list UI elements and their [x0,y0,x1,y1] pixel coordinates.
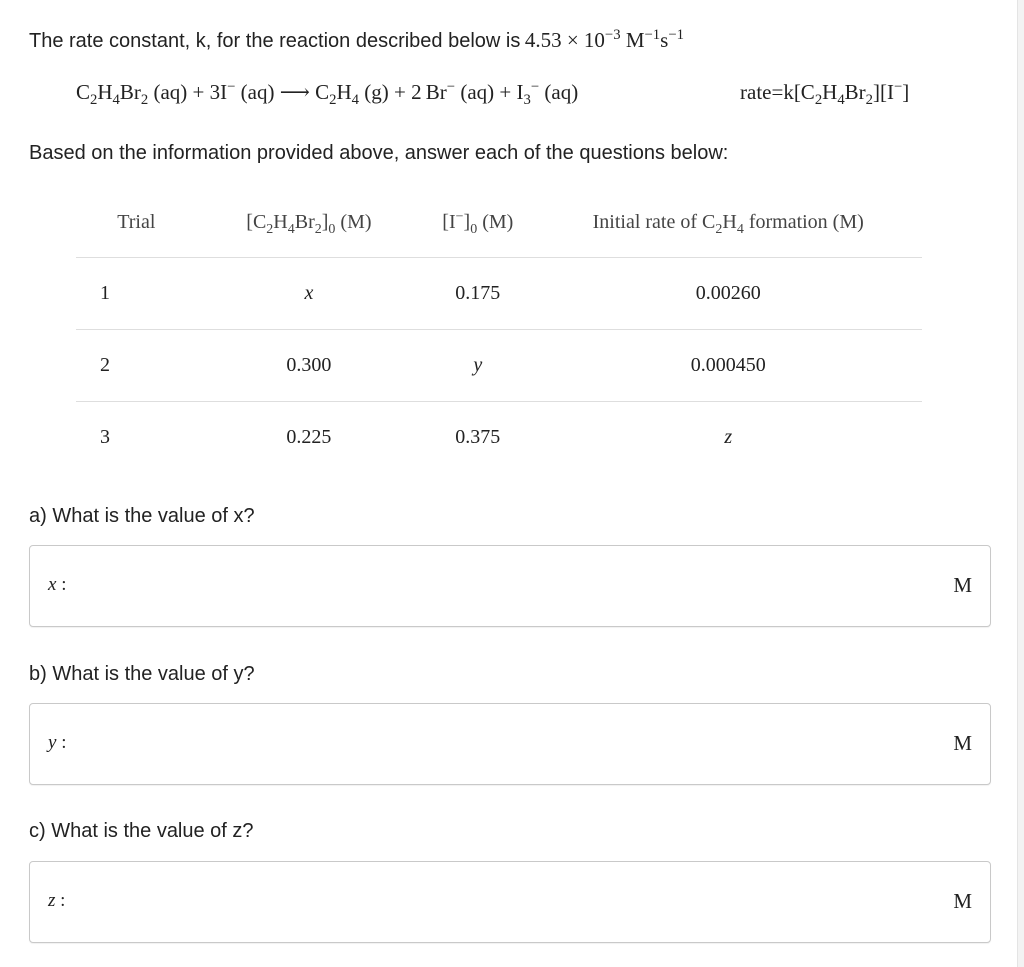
answer-y-input[interactable] [90,718,944,772]
question-c-text: c) What is the value of z? [29,820,254,842]
header-initial-rate: Initial rate of $C_2H_4$ formation (M) [592,210,864,237]
answer-z-box [29,861,991,943]
table-row [76,330,922,402]
cell-rate: 0.00260 [695,282,761,304]
cell-trial: 3 [100,426,110,448]
cell-c2h4br2: x [304,282,314,304]
answer-x-input[interactable] [90,560,944,614]
instructions: Based on the information provided above, answer each of the questions below: [29,142,729,164]
answer-z-label: z : [48,890,66,911]
cell-trial: 2 [100,354,110,376]
answer-x-unit: M [953,573,972,597]
table-row [76,402,922,474]
cell-iodide: y [473,354,483,376]
answer-y-box [29,703,991,785]
cell-iodide: 0.175 [455,282,501,304]
answer-z-unit: M [953,889,972,913]
answer-y-label: y : [48,732,67,753]
question-a-text: a) What is the value of x? [29,505,255,527]
cell-trial: 1 [100,282,110,304]
answer-x-box [29,545,991,627]
table-header-row [76,187,922,258]
problem-intro [29,28,684,53]
cell-c2h4br2: 0.225 [286,426,332,448]
answer-z-input[interactable] [90,876,944,930]
reaction-equation: $C_2H_4Br_2$ (aq) + 3I− (aq) ⟶ $C_2H_4$ (g) + 2 Br− $(aq) + I_3^-$ (aq) [76,79,579,109]
question-b-text: b) What is the value of y? [29,663,255,685]
answer-y-unit: M [953,731,972,755]
answer-x-label: x : [48,574,67,595]
rate-data-table [76,187,922,473]
cell-rate: z [724,426,733,448]
scrollbar-track[interactable] [1017,0,1024,967]
cell-c2h4br2: 0.300 [286,354,332,376]
cell-rate: 0.000450 [690,354,766,376]
header-c2h4br2: $[C_2H_4Br_2]_0$ (M) [246,210,372,237]
intro-text: The rate constant, k, for the reaction described below is [29,30,521,52]
rate-law: $rate=k[C_2H_4Br_2][I^-]$ [740,79,910,109]
rate-constant-value: $4.53 \times 10^{-3}$ $M^{-1}s^{-1}$ [524,27,684,52]
table-row [76,258,922,330]
header-trial: Trial [117,210,156,233]
cell-iodide: 0.375 [455,426,501,448]
header-iodide: $[I^-]_0$ (M) [442,208,514,237]
